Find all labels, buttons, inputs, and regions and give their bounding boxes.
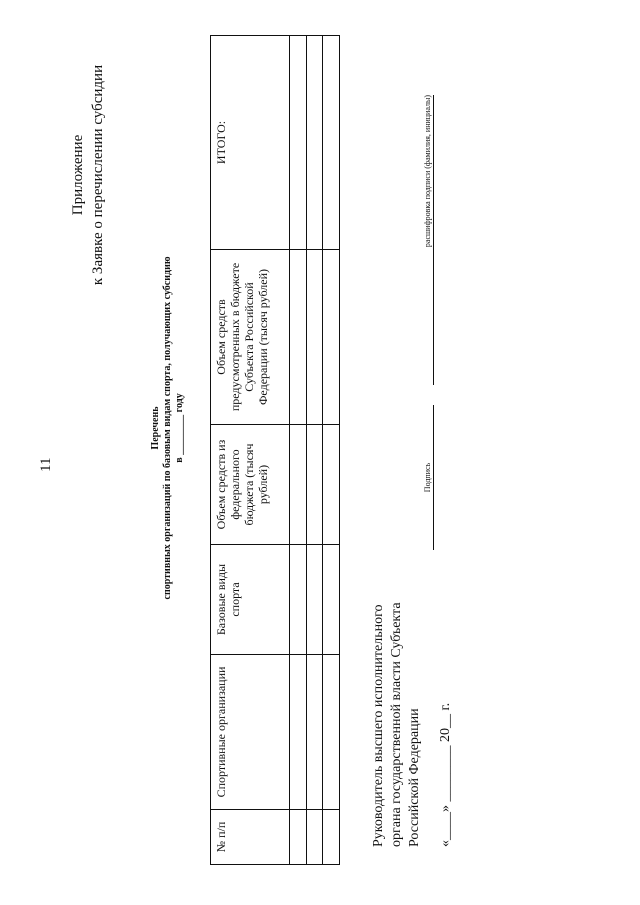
signature-line	[433, 405, 434, 550]
appendix-line-2: к Заявке о перечислении субсидии	[90, 64, 106, 286]
appendix-heading	[68, 25, 108, 325]
signatory-title: Руководитель высшего исполнительного органа государственной власти Субъекта Российской Федерации	[371, 602, 422, 847]
organizations-table	[210, 35, 340, 865]
date-line: «____» ________ 20__ г.	[438, 702, 453, 847]
header-cell-regional-funds: Объем средств предусмотренных в бюджете Субъекта Российской Федерации (тысяч рублей)	[211, 250, 290, 425]
list-title	[150, 243, 186, 613]
name-decode-line	[433, 95, 434, 385]
signature-caption: Подпись	[423, 462, 432, 493]
list-title-line-3: в ________ году	[174, 393, 185, 463]
header-cell-total: ИТОГО:	[211, 36, 290, 250]
table-header-row	[211, 36, 290, 865]
page-number: 11	[38, 457, 54, 472]
header-cell-federal-funds: Объем средств из федерального бюджета (тысяч рублей)	[211, 425, 290, 545]
name-decode-caption: расшифровка подписи (фамилия, инициалы)	[423, 95, 432, 248]
header-cell-number: № п/п	[211, 810, 290, 865]
header-cell-sports: Базовые виды спорта	[211, 545, 290, 655]
table-row	[290, 36, 307, 865]
list-title-line-1: Перечень	[150, 406, 161, 450]
table-row	[306, 36, 323, 865]
list-title-line-2: спортивных организаций по базовым видам спорта, получающих субсидию	[162, 256, 173, 600]
appendix-line-1: Приложение	[70, 134, 86, 216]
header-cell-organizations: Спортивные организации	[211, 655, 290, 810]
table-row	[323, 36, 340, 865]
